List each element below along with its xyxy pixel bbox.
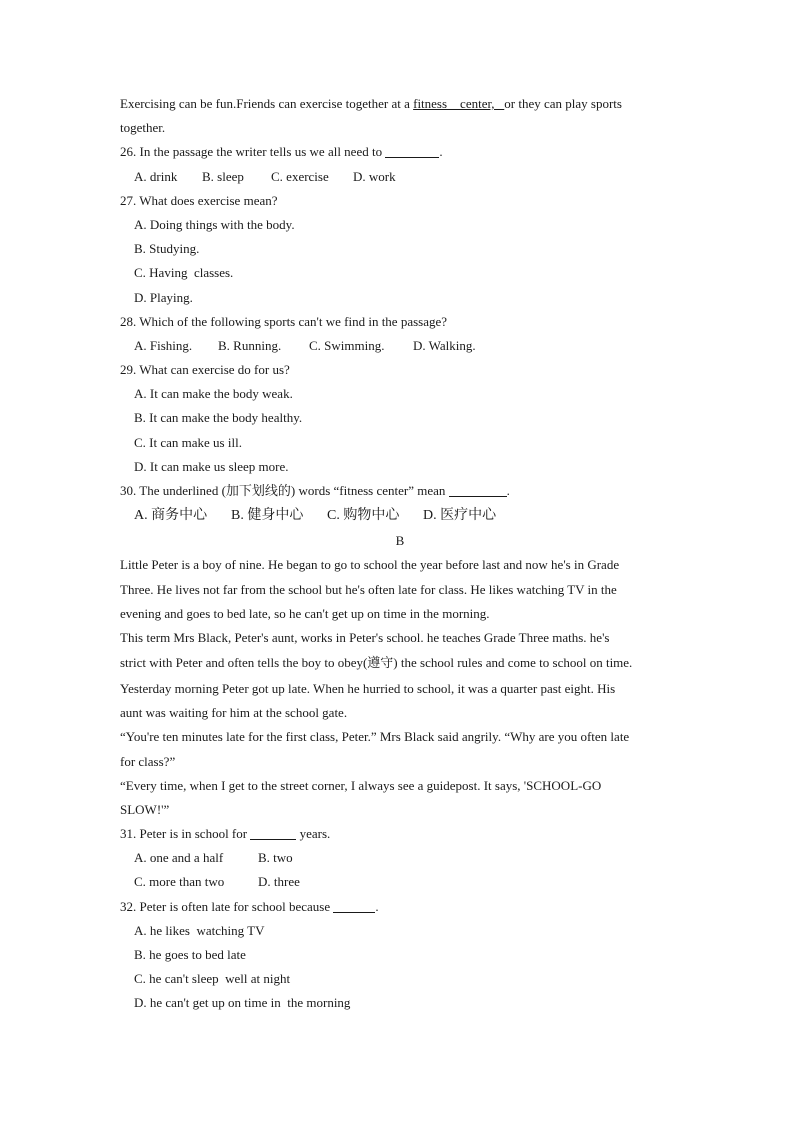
question-28-options [120,334,680,358]
question-stem: 32. Peter is often late for school because [120,898,334,914]
question-stem: 30. The underlined (加下划线的) words “fitness center” mean [120,483,449,498]
passage-line: Three. He lives not far from the school but he's often late for class. He likes watching TV in the [120,581,617,597]
question-26-options [120,165,680,189]
option-c[interactable]: C. Swimming. [309,337,385,353]
option-b[interactable]: B. two [258,850,293,866]
question-30-options [120,503,680,529]
passage-line: strict with Peter and often tells the boy to obey(遵守) the school rules and come to school on time. [120,655,633,671]
answer-blank[interactable] [250,825,296,840]
passage-line: SLOW!'” [120,801,170,817]
passage-text: or they can play sports [504,96,622,111]
passage-line: “Every time, when I get to the street corner, I always see a guidepost. It says, 'SCHOOL-GO [120,777,602,793]
passage-line: Little Peter is a boy of nine. He began to go to school the year before last and now he's in Grade [120,557,620,573]
passage-line: for class?” [120,753,176,769]
passage-line: “You're ten minutes late for the first class, Peter.” Mrs Black said angrily. “Why are you often late [120,729,630,745]
passage-line: aunt was waiting for him at the school gate. [120,705,348,721]
question-30 [120,479,680,503]
punctuation: . [506,483,510,498]
option-d[interactable]: D. It can make us sleep more. [134,458,289,474]
option-c[interactable]: C. exercise [271,168,329,184]
option-a[interactable]: A. 商务中心 [134,508,208,524]
answer-blank[interactable] [385,143,439,158]
passage-a-line-2: together. [120,120,166,136]
option-c[interactable]: C. more than two [134,874,225,890]
option-a[interactable]: A. drink [134,168,178,184]
option-c[interactable]: C. he can't sleep well at night [134,971,291,987]
punctuation: . [439,144,443,160]
question-31 [120,822,680,846]
passage-text: Exercising can be fun.Friends can exercise together at a [120,96,414,111]
option-c[interactable]: C. It can make us ill. [134,434,242,450]
question-32 [120,895,680,919]
passage-line: evening and goes to bed late, so he can't get up on time in the morning. [120,605,490,621]
question-stem: 31. Peter is in school for [120,826,251,842]
passage-line: This term Mrs Black, Peter's aunt, works in Peter's school. he teaches Grade Three maths. he's [120,629,610,645]
option-d[interactable]: D. Playing. [134,289,193,305]
question-31-options-row-2 [120,870,680,894]
option-b[interactable]: B. sleep [202,168,244,184]
option-d[interactable]: D. three [258,874,300,890]
option-c[interactable]: C. Having classes. [134,265,234,281]
passage-a-line-1 [120,92,680,116]
option-c[interactable]: C. 购物中心 [327,508,400,524]
option-a[interactable]: A. It can make the body weak. [134,386,293,402]
section-heading: B [395,533,405,549]
option-a[interactable]: A. one and a half [134,850,224,866]
question-stem-end: years. [296,826,331,842]
question-28: 28. Which of the following sports can't we find in the passage? [120,313,448,329]
passage-line: Yesterday morning Peter got up late. When he hurried to school, it was a quarter past eight. His [120,680,616,696]
option-b[interactable]: B. It can make the body healthy. [134,410,303,426]
worksheet-page [120,92,680,1016]
option-a[interactable]: A. Doing things with the body. [134,216,295,232]
punctuation: . [375,898,379,914]
option-b[interactable]: B. 健身中心 [231,508,304,524]
passage-b [120,553,680,822]
question-27: 27. What does exercise mean? [120,192,278,208]
option-b[interactable]: B. Studying. [134,241,200,257]
question-31-options-row-1 [120,846,680,870]
answer-blank[interactable] [449,482,507,497]
option-b[interactable]: B. he goes to bed late [134,947,246,962]
question-26 [120,140,680,164]
question-29: 29. What can exercise do for us? [120,362,290,378]
option-a[interactable]: A. he likes watching TV [134,922,265,938]
question-stem: 26. In the passage the writer tells us we all need to [120,144,386,160]
option-d[interactable]: D. he can't get up on time in the morning [134,995,351,1011]
option-a[interactable]: A. Fishing. [134,337,193,353]
answer-blank[interactable] [333,898,375,913]
option-d[interactable]: D. 医疗中心 [423,508,497,524]
option-d[interactable]: D. Walking. [413,337,476,353]
option-d[interactable]: D. work [353,168,396,184]
option-b[interactable]: B. Running. [218,337,282,353]
underlined-phrase: fitness center, [413,96,505,111]
